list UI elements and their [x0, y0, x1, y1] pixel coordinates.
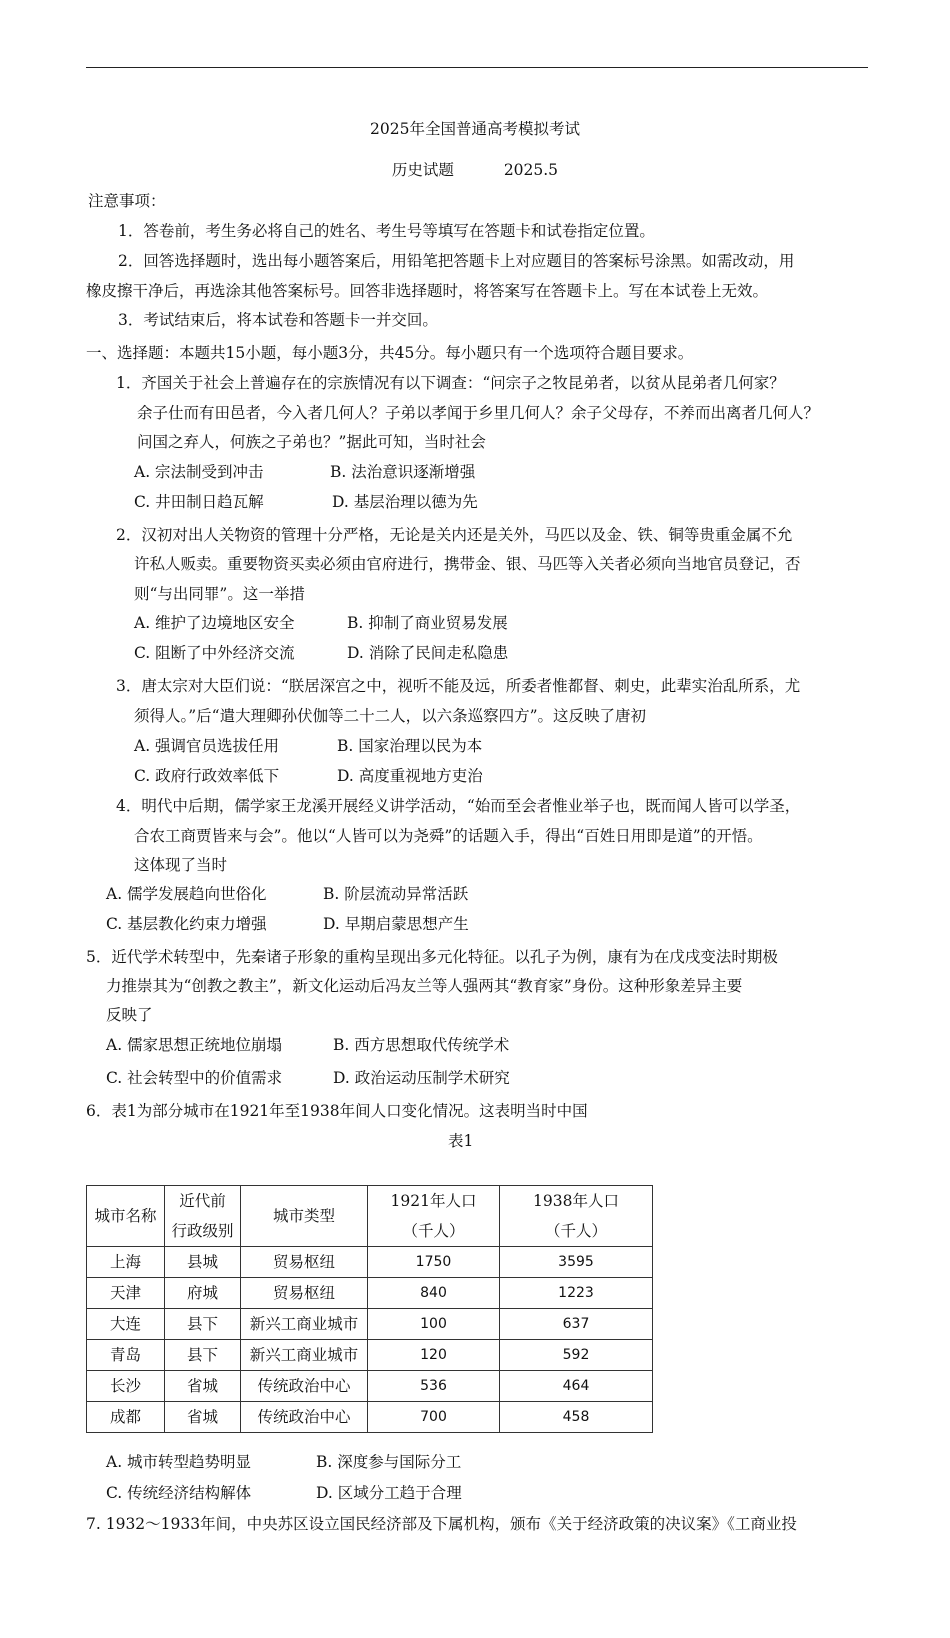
cell-pop1938: 3595 — [500, 1247, 653, 1278]
cell-level: 省城 — [165, 1402, 241, 1433]
q5-stem-line3: 反映了 — [106, 1006, 153, 1024]
q3-stem-line2: 须得人。”后“遣大理卿孙伏伽等二十二人，以六条巡察四方”。这反映了唐初 — [134, 707, 647, 725]
cell-city: 上海 — [87, 1247, 165, 1278]
q5-stem-line2: 力推崇其为“创教之教主”，新文化运动后冯友兰等人强两其“教育家”身份。这种形象差异主要 — [106, 977, 743, 995]
q4-stem-line1: 4．明代中后期，儒学家王龙溪开展经义讲学活动，“始而至会者惟业举子也，既而闻人皆可以学圣， — [116, 797, 801, 815]
table-row — [87, 1402, 653, 1433]
table-row — [87, 1247, 653, 1278]
q2-stem-line2: 许私人贩卖。重要物资买卖必须由官府进行，携带金、银、马匹等入关者必须向当地官员登记，否 — [134, 555, 801, 573]
cell-pop1938: 1223 — [500, 1278, 653, 1309]
cell-pop1938: 637 — [500, 1309, 653, 1340]
cell-pop1921: 700 — [368, 1402, 500, 1433]
q4-stem-line2: 合农工商贾皆来与会”。他以“人皆可以为尧舜”的话题入手，得出“百姓日用即是道”的开悟。 — [134, 827, 763, 845]
q1-option-d: D. 基层治理以德为先 — [332, 493, 478, 511]
header-level — [165, 1186, 241, 1247]
notice-item-2-line1: 2．回答选择题时，选出每小题答案后，用铅笔把答题卡上对应题目的答案标号涂黑。如需改动，用 — [118, 252, 795, 270]
q3-option-c: C. 政府行政效率低下 — [134, 767, 280, 785]
q3-option-a: A. 强调官员选拔任用 — [134, 737, 280, 755]
q4-stem-line3: 这体现了当时 — [134, 856, 228, 874]
q2-stem-line1: 2．汉初对出人关物资的管理十分严格，无论是关内还是关外，马匹以及金、铁、铜等贵重金属不允 — [116, 526, 793, 544]
cell-level: 府城 — [165, 1278, 241, 1309]
cell-level: 县下 — [165, 1340, 241, 1371]
cell-city: 长沙 — [87, 1371, 165, 1402]
notice-heading: 注意事项： — [88, 192, 166, 210]
q4-option-c: C. 基层教化约束力增强 — [106, 915, 267, 933]
notice-item-3: 3．考试结束后，将本试卷和答题卡一并交回。 — [118, 311, 438, 329]
header-pop1921-line2: （千人） — [402, 1222, 465, 1240]
q6-stem-line1: 6．表1为部分城市在1921年至1938年间人口变化情况。这表明当时中国 — [86, 1102, 588, 1120]
q1-option-a: A. 宗法制受到冲击 — [134, 463, 264, 481]
cell-pop1921: 840 — [368, 1278, 500, 1309]
table-header-row — [87, 1186, 653, 1247]
q5-option-d: D. 政治运动压制学术研究 — [333, 1069, 510, 1087]
population-table — [86, 1185, 653, 1433]
header-rule — [86, 67, 868, 68]
header-pop1921-line1: 1921年人口 — [390, 1192, 477, 1210]
table-row — [87, 1278, 653, 1309]
exam-title: 2025年全国普通高考模拟考试 — [370, 120, 580, 138]
header-pop1938-line2: （千人） — [544, 1222, 607, 1240]
table-caption: 表1 — [448, 1132, 474, 1150]
q4-option-b: B. 阶层流动异常活跃 — [323, 885, 469, 903]
header-level-line1: 近代前 — [179, 1192, 226, 1210]
cell-type: 传统政治中心 — [241, 1371, 368, 1402]
cell-level: 县城 — [165, 1247, 241, 1278]
cell-pop1938: 458 — [500, 1402, 653, 1433]
q6-option-a: A. 城市转型趋势明显 — [106, 1453, 252, 1471]
cell-type: 新兴工商业城市 — [241, 1340, 368, 1371]
q2-option-a: A. 维护了边境地区安全 — [134, 614, 295, 632]
header-city: 城市名称 — [87, 1186, 165, 1247]
q2-option-c: C. 阻断了中外经济交流 — [134, 644, 295, 662]
q1-stem-line3: 问国之弃人，何族之子弟也？”据此可知，当时社会 — [137, 433, 486, 451]
q5-option-a: A. 儒家思想正统地位崩塌 — [106, 1036, 283, 1054]
q3-stem-line1: 3．唐太宗对大臣们说：“朕居深宫之中，视听不能及远，所委者惟都督、刺史，此辈实治乱所系，尤 — [116, 677, 801, 695]
table-row — [87, 1371, 653, 1402]
cell-type: 新兴工商业城市 — [241, 1309, 368, 1340]
header-type: 城市类型 — [241, 1186, 368, 1247]
notice-item-1: 1．答卷前，考生务必将自己的姓名、考生号等填写在答题卡和试卷指定位置。 — [118, 222, 655, 240]
q3-option-d: D. 高度重视地方吏治 — [337, 767, 483, 785]
cell-pop1921: 120 — [368, 1340, 500, 1371]
q4-option-d: D. 早期启蒙思想产生 — [323, 915, 469, 933]
cell-pop1938: 464 — [500, 1371, 653, 1402]
cell-city: 成都 — [87, 1402, 165, 1433]
cell-pop1921: 100 — [368, 1309, 500, 1340]
q1-stem-line2: 余子仕而有田邑者，今入者几何人？子弟以孝闻于乡里几何人？余子父母存，不养而出离者几何人？ — [137, 404, 820, 422]
cell-type: 传统政治中心 — [241, 1402, 368, 1433]
q6-option-c: C. 传统经济结构解体 — [106, 1484, 252, 1502]
header-pop1938 — [500, 1186, 653, 1247]
header-pop1938-line1: 1938年人口 — [533, 1192, 619, 1210]
cell-level: 县下 — [165, 1309, 241, 1340]
subject-label: 历史试题 — [391, 161, 454, 179]
cell-city: 天津 — [87, 1278, 165, 1309]
q4-option-a: A. 儒学发展趋向世俗化 — [106, 885, 267, 903]
cell-city: 大连 — [87, 1309, 165, 1340]
header-level-line2: 行政级别 — [171, 1222, 234, 1240]
q6-option-d: D. 区域分工趋于合理 — [316, 1484, 462, 1502]
q2-option-d: D. 消除了民间走私隐患 — [347, 644, 509, 662]
q6-option-b: B. 深度参与国际分工 — [316, 1453, 462, 1471]
q1-option-b: B. 法治意识逐渐增强 — [330, 463, 476, 481]
q3-option-b: B. 国家治理以民为本 — [337, 737, 483, 755]
cell-city: 青岛 — [87, 1340, 165, 1371]
q2-stem-line3: 则“与出同罪”。这一举措 — [134, 585, 305, 603]
notice-item-2-line2: 橡皮擦干净后，再选涂其他答案标号。回答非选择题时，将答案写在答题卡上。写在本试卷上无效。 — [86, 282, 769, 300]
q2-option-b: B. 抑制了商业贸易发展 — [347, 614, 508, 632]
q1-stem-line1: 1．齐国关于社会上普遍存在的宗族情况有以下调查：“问宗子之牧昆弟者，以贫从昆弟者几何家？ — [116, 374, 785, 392]
header-pop1921 — [368, 1186, 500, 1247]
cell-pop1921: 536 — [368, 1371, 500, 1402]
cell-level: 省城 — [165, 1371, 241, 1402]
cell-type: 贸易枢纽 — [241, 1247, 368, 1278]
cell-type: 贸易枢纽 — [241, 1278, 368, 1309]
table-row — [87, 1340, 653, 1371]
exam-subtitle — [0, 158, 950, 180]
cell-pop1921: 1750 — [368, 1247, 500, 1278]
exam-date: 2025.5 — [503, 161, 559, 179]
q1-option-c: C. 井田制日趋瓦解 — [134, 493, 264, 511]
section-heading: 一、选择题：本题共15小题，每小题3分，共45分。每小题只有一个选项符合题目要求。 — [86, 344, 694, 362]
q7-stem-line1: 7. 1932～1933年间，中央苏区设立国民经济部及下属机构，颁布《关于经济政策的决议案》《工商业投 — [86, 1515, 797, 1533]
cell-pop1938: 592 — [500, 1340, 653, 1371]
q5-option-c: C. 社会转型中的价值需求 — [106, 1069, 283, 1087]
q5-option-b: B. 西方思想取代传统学术 — [333, 1036, 510, 1054]
table-row — [87, 1309, 653, 1340]
q5-stem-line1: 5．近代学术转型中，先秦诸子形象的重构呈现出多元化特征。以孔子为例，康有为在戊戌变法时期极 — [86, 948, 778, 966]
